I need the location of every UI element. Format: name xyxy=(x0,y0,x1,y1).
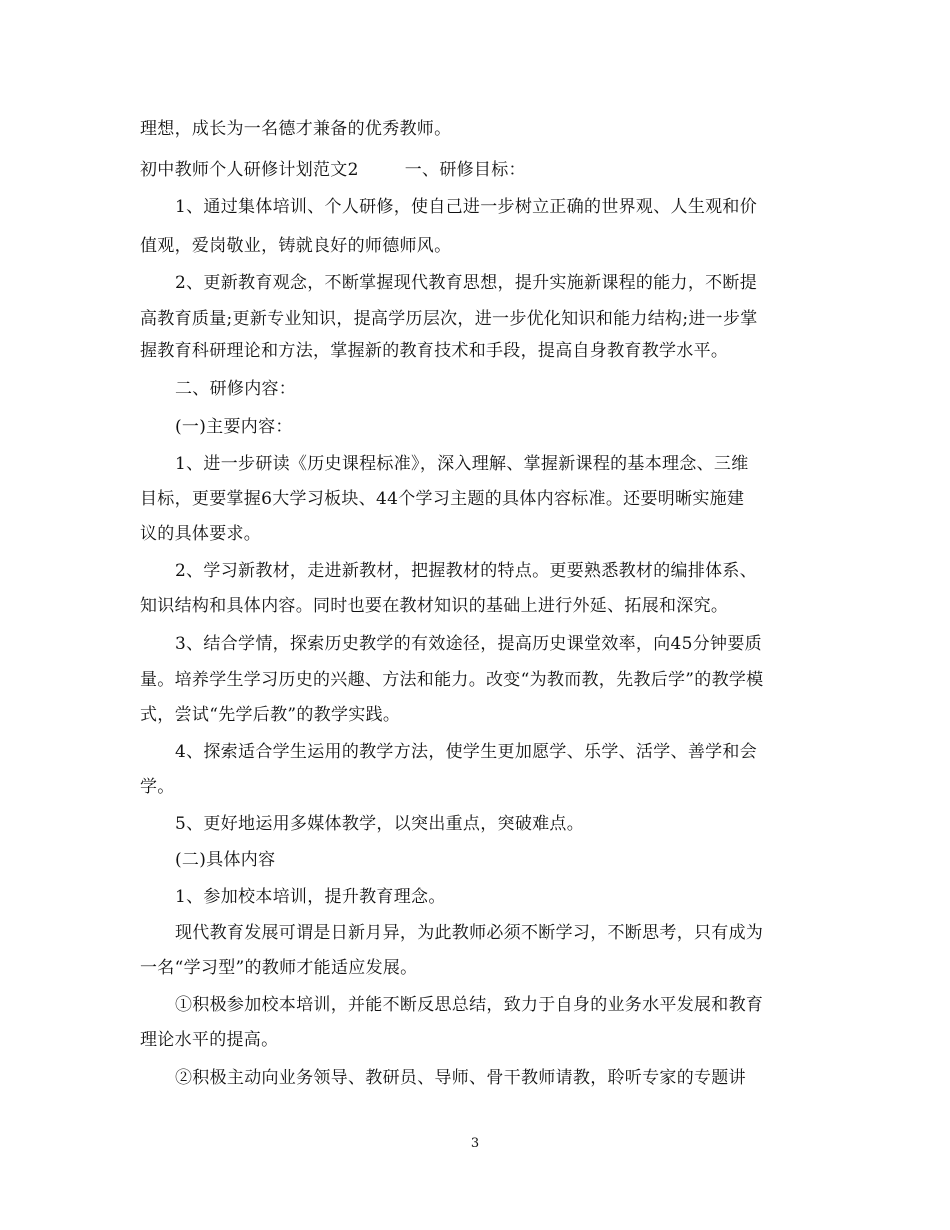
text-line: 议的具体要求。 xyxy=(140,524,262,544)
text-line: 1、进一步研读《历史课程标准》，深入理解、掌握新课程的基本理念、三维 xyxy=(175,454,749,474)
text-line: 5、更好地运用多媒体教学，以突出重点，突破难点。 xyxy=(175,814,585,834)
section-heading-line xyxy=(140,158,526,182)
text-line: 4、探索适合学生运用的教学方法，使学生更加愿学、乐学、活学、善学和会 xyxy=(175,742,758,762)
page-number: 3 xyxy=(470,1136,480,1151)
text-line: ②积极主动向业务领导、教研员、导师、骨干教师请教，聆听专家的专题讲 xyxy=(175,1068,746,1088)
text-line: 理想，成长为一名德才兼备的优秀教师。 xyxy=(140,119,452,139)
text-line: 知识结构和具体内容。同时也要在教材知识的基础上进行外延、拓展和深究。 xyxy=(140,596,729,616)
section-heading: 二、研修内容： xyxy=(175,379,297,399)
subsection-heading: (二)具体内容 xyxy=(175,850,276,870)
text-line: 现代教育发展可谓是日新月异，为此教师必须不断学习，不断思考，只有成为 xyxy=(175,923,764,943)
text-line: 1、参加校本培训，提升教育理念。 xyxy=(175,887,446,907)
text-line: 握教育科研理论和方法，掌握新的教育技术和手段，提高自身教育教学水平。 xyxy=(140,341,729,361)
text-line: 式，尝试“先学后教”的教学实践。 xyxy=(140,705,401,725)
text-line: 值观，爱岗敬业，铸就良好的师德师风。 xyxy=(140,236,452,256)
subsection-heading: (一)主要内容： xyxy=(175,417,293,437)
text-line: 高教育质量;更新专业知识，提高学历层次，进一步优化知识和能力结构;进一步掌 xyxy=(140,309,758,329)
text-line: 量。培养学生学习历史的兴趣、方法和能力。改变“为教而教，先教后学”的教学模 xyxy=(140,670,764,690)
document-title: 初中教师个人研修计划范文2 xyxy=(140,160,359,180)
text-line: ①积极参加校本培训，并能不断反思总结，致力于自身的业务水平发展和教育 xyxy=(175,995,764,1015)
text-line: 目标，更要掌握6大学习板块、44个学习主题的具体内容标准。还要明晰实施建 xyxy=(140,489,745,509)
text-line: 2、学习新教材，走进新教材，把握教材的特点。更要熟悉教材的编排体系、 xyxy=(175,561,758,581)
text-line: 1、通过集体培训、个人研修，使自己进一步树立正确的世界观、人生观和价 xyxy=(175,197,758,217)
text-line: 3、结合学情，探索历史教学的有效途径，提高历史课堂效率，向45分钟要质 xyxy=(175,634,762,654)
text-line: 一名“学习型”的教师才能适应发展。 xyxy=(140,958,418,978)
text-line: 理论水平的提高。 xyxy=(140,1030,279,1050)
text-line: 2、更新教育观念，不断掌握现代教育思想，提升实施新课程的能力，不断提 xyxy=(175,273,758,293)
section-heading: 一、研修目标： xyxy=(404,160,526,180)
text-line: 学。 xyxy=(140,777,175,797)
